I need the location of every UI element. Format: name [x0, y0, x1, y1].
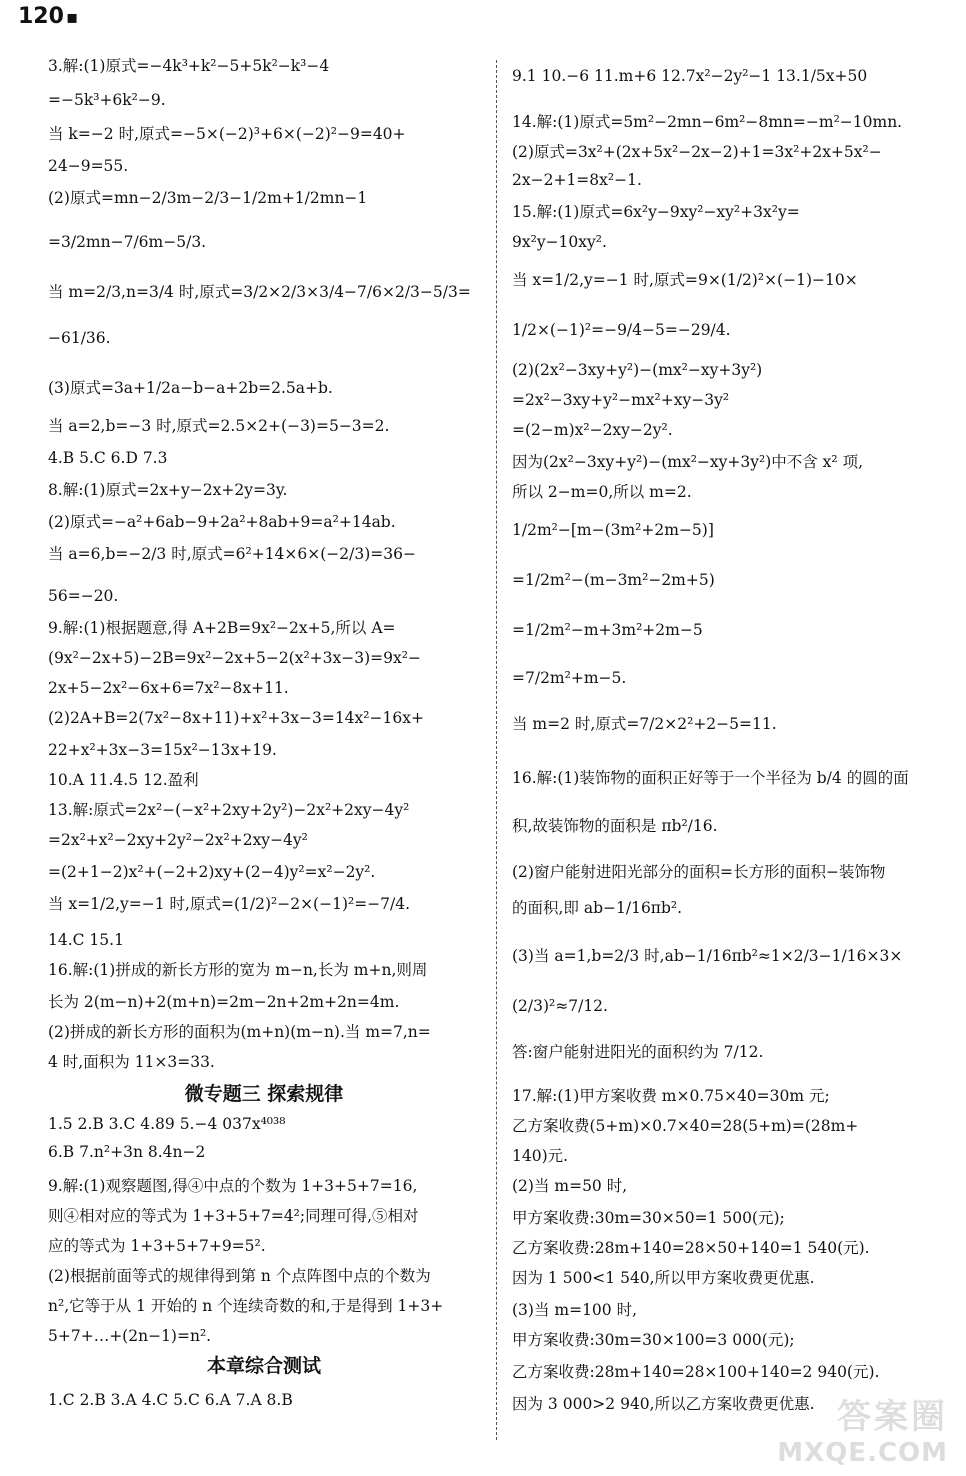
- answer-line: 1/2×(−1)²=−9/4−5=−29/4.: [512, 321, 731, 339]
- answer-line: (2)拼成的新长方形的面积为(m+n)(m−n).当 m=7,n=: [48, 1023, 431, 1041]
- answer-line: 16.解:(1)拼成的新长方形的宽为 m−n,长为 m+n,则周: [48, 961, 428, 979]
- right-column: [512, 56, 942, 1436]
- answer-line: (2)根据前面等式的规律得到第 n 个点阵图中点的个数为: [48, 1267, 431, 1285]
- answer-line: 答:窗户能射进阳光的面积约为 7/12.: [512, 1043, 764, 1061]
- answer-line: 14.C 15.1: [48, 931, 124, 949]
- answer-line: (2)2A+B=2(7x²−8x+11)+x²+3x−3=14x²−16x+: [48, 709, 424, 727]
- answer-line: 当 k=−2 时,原式=−5×(−2)³+6×(−2)²−9=40+: [48, 125, 406, 143]
- answer-line: 积,故装饰物的面积是 πb²/16.: [512, 817, 718, 835]
- answer-line: =−5k³+6k²−9.: [48, 91, 166, 109]
- answer-line: 当 m=2 时,原式=7/2×2²+2−5=11.: [512, 715, 777, 733]
- answer-line: (2)当 m=50 时,: [512, 1177, 628, 1195]
- answer-line: 所以 2−m=0,所以 m=2.: [512, 483, 692, 501]
- answer-line: 当 m=2/3,n=3/4 时,原式=3/2×2/3×3/4−7/6×2/3−5/3=: [48, 283, 471, 301]
- answer-line: 则④相对应的等式为 1+3+5+7=4²;同理可得,⑤相对: [48, 1207, 419, 1225]
- answer-line: (2/3)²≈7/12.: [512, 997, 608, 1015]
- answer-line: 9.解:(1)观察题图,得④中点的个数为 1+3+5+7=16,: [48, 1177, 418, 1195]
- answer-line: 当 x=1/2,y=−1 时,原式=(1/2)²−2×(−1)²=−7/4.: [48, 895, 411, 913]
- answer-line: 9.1 10.−6 11.m+6 12.7x²−2y²−1 13.1/5x+50: [512, 67, 868, 85]
- answer-line: =(2−m)x²−2xy−2y².: [512, 421, 673, 439]
- answer-line: 14.解:(1)原式=5m²−2mn−6m²−8mn=−m²−10mn.: [512, 113, 903, 131]
- answer-line: 24−9=55.: [48, 157, 129, 175]
- answer-line: 1.5 2.B 3.C 4.89 5.−4 037x⁴⁰³⁸: [48, 1115, 286, 1133]
- left-column: [48, 56, 480, 1436]
- answer-line: 13.解:原式=2x²−(−x²+2xy+2y²)−2x²+2xy−4y²: [48, 801, 410, 819]
- answer-line: =(2+1−2)x²+(−2+2)xy+(2−4)y²=x²−2y².: [48, 863, 376, 881]
- answer-line: 16.解:(1)装饰物的面积正好等于一个半径为 b/4 的圆的面: [512, 769, 909, 787]
- answer-line: 5+7+…+(2n−1)=n².: [48, 1327, 212, 1345]
- answer-line: 4 时,面积为 11×3=33.: [48, 1053, 215, 1071]
- answer-line: (3)当 m=100 时,: [512, 1301, 638, 1319]
- answer-line: 乙方案收费:28m+140=28×100+140=2 940(元).: [512, 1363, 880, 1381]
- answer-line: (3)当 a=1,b=2/3 时,ab−1/16πb²≈1×2/3−1/16×3×: [512, 947, 903, 965]
- answer-line: =3/2mn−7/6m−5/3.: [48, 233, 207, 251]
- page-number: 120 ▪: [18, 4, 79, 29]
- answer-line: 乙方案收费:28m+140=28×50+140=1 540(元).: [512, 1239, 870, 1257]
- answer-line: 当 a=2,b=−3 时,原式=2.5×2+(−3)=5−3=2.: [48, 417, 390, 435]
- answer-line: 15.解:(1)原式=6x²y−9xy²−xy²+3x²y=: [512, 203, 800, 221]
- answer-line: 2x−2+1=8x²−1.: [512, 171, 642, 189]
- answer-line: −61/36.: [48, 329, 111, 347]
- answer-line: 8.解:(1)原式=2x+y−2x+2y=3y.: [48, 481, 288, 499]
- answer-line: 的面积,即 ab−1/16πb².: [512, 899, 683, 917]
- answer-line: =7/2m²+m−5.: [512, 669, 627, 687]
- answer-line: (2)原式=−a²+6ab−9+2a²+8ab+9=a²+14ab.: [48, 513, 396, 531]
- answer-line: 乙方案收费(5+m)×0.7×40=28(5+m)=(28m+: [512, 1117, 859, 1135]
- answer-line: 因为 1 500<1 540,所以甲方案收费更优惠.: [512, 1269, 815, 1287]
- answer-line: 因为 3 000>2 940,所以乙方案收费更优惠.: [512, 1395, 815, 1413]
- answer-line: 甲方案收费:30m=30×100=3 000(元);: [512, 1331, 795, 1349]
- answer-line: 当 x=1/2,y=−1 时,原式=9×(1/2)²×(−1)−10×: [512, 271, 858, 289]
- answer-line: 6.B 7.n²+3n 8.4n−2: [48, 1143, 206, 1161]
- answer-line: (2)原式=3x²+(2x+5x²−2x−2)+1=3x²+2x+5x²−: [512, 143, 882, 161]
- answer-line: 当 a=6,b=−2/3 时,原式=6²+14×6×(−2/3)=36−: [48, 545, 416, 563]
- answer-line: 应的等式为 1+3+5+7+9=5².: [48, 1237, 266, 1255]
- answer-line: 长为 2(m−n)+2(m+n)=2m−2n+2m+2n=4m.: [48, 993, 400, 1011]
- page-mark-icon: ▪: [65, 7, 79, 28]
- answer-line: =2x²−3xy+y²−mx²+xy−3y²: [512, 391, 730, 409]
- answer-line: 9x²y−10xy².: [512, 233, 607, 251]
- watermark-line1: 答案圈: [837, 1397, 948, 1437]
- answer-line: (9x²−2x+5)−2B=9x²−2x+5−2(x²+3x−3)=9x²−: [48, 649, 421, 667]
- answer-line: 22+x²+3x−3=15x²−13x+19.: [48, 741, 277, 759]
- watermark-line2: MXQE.COM: [777, 1438, 948, 1468]
- answer-line: 4.B 5.C 6.D 7.3: [48, 449, 168, 467]
- section-title-test: 本章综合测试: [206, 1355, 321, 1377]
- answer-line: =2x²+x²−2xy+2y²−2x²+2xy−4y²: [48, 831, 308, 849]
- answer-line: (3)原式=3a+1/2a−b−a+2b=2.5a+b.: [48, 379, 333, 397]
- answer-line: 因为(2x²−3xy+y²)−(mx²−xy+3y²)中不含 x² 项,: [512, 453, 863, 471]
- answer-line: 17.解:(1)甲方案收费 m×0.75×40=30m 元;: [512, 1087, 830, 1105]
- answer-line: n²,它等于从 1 开始的 n 个连续奇数的和,于是得到 1+3+: [48, 1297, 444, 1315]
- answer-line: (2)原式=mn−2/3m−2/3−1/2m+1/2mn−1: [48, 189, 368, 207]
- answer-line: 2x+5−2x²−6x+6=7x²−8x+11.: [48, 679, 289, 697]
- answer-line: 3.解:(1)原式=−4k³+k²−5+5k²−k³−4: [48, 57, 330, 75]
- column-divider: [496, 60, 497, 1440]
- section-title-micro: 微专题三 探索规律: [184, 1083, 344, 1105]
- answer-line: (2)(2x²−3xy+y²)−(mx²−xy+3y²): [512, 361, 763, 379]
- answer-line: 9.解:(1)根据题意,得 A+2B=9x²−2x+5,所以 A=: [48, 619, 396, 637]
- answer-line: 140)元.: [512, 1147, 569, 1165]
- answer-line: 10.A 11.4.5 12.盈利: [48, 771, 199, 789]
- answer-line: 56=−20.: [48, 587, 119, 605]
- watermark: [777, 1389, 948, 1468]
- answer-line: =1/2m²−(m−3m²−2m+5): [512, 571, 715, 589]
- answer-line: =1/2m²−m+3m²+2m−5: [512, 621, 703, 639]
- answer-line: 1.C 2.B 3.A 4.C 5.C 6.A 7.A 8.B: [48, 1391, 293, 1409]
- answer-line: (2)窗户能射进阳光部分的面积=长方形的面积−装饰物: [512, 863, 886, 881]
- answer-line: 1/2m²−[m−(3m²+2m−5)]: [512, 521, 714, 539]
- answer-line: 甲方案收费:30m=30×50=1 500(元);: [512, 1209, 785, 1227]
